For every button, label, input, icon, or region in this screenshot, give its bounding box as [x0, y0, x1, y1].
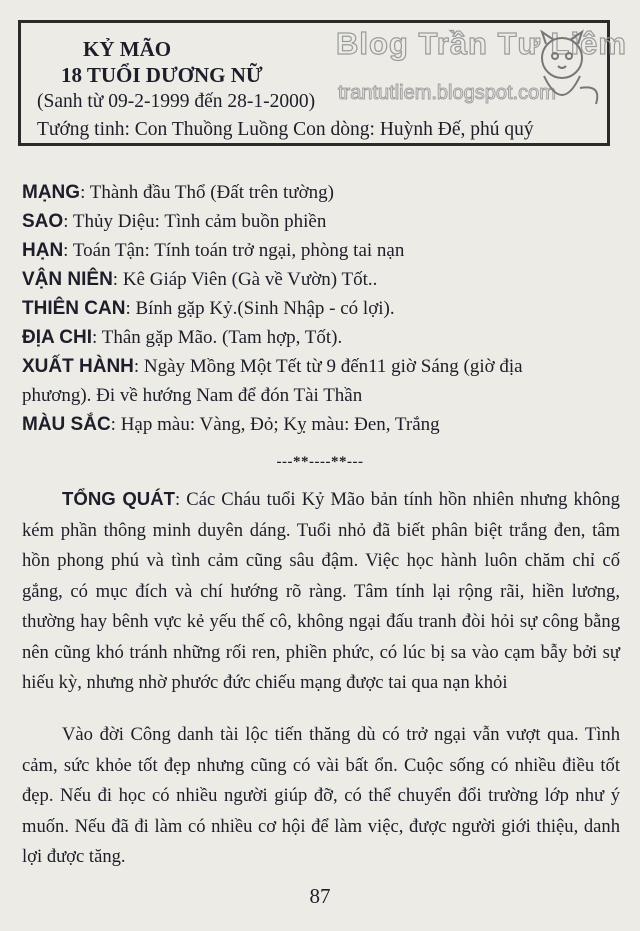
tong-quat-text: : Các Cháu tuổi Kỷ Mão bản tính hồn nhiên nhưng không kém phần thông minh duyên dáng. Tuổi nhỏ đã biết phân biệt trắng đen, tâm hồn phong phú và tình cảm cũng sâu đậm. Việc học hành luôn chăm chỉ cố gắng, có mục đích và chí hướng rõ ràng. Tâm tính lại rộng rãi, hiền lương, thường hay bênh vực kẻ yếu thế cô, không ngại đấu tranh đòi hỏi sự công bằng nên cũng khó tránh những rối ren, phiền phức, có lúc bị sa vào cạm bẫy bởi sự hiếu kỳ, nhưng nhờ phước đức chiếu mạng được tai qua nạn khỏi: [22, 489, 620, 693]
birth-date-range: (Sanh từ 09-2-1999 đến 28-1-2000): [37, 91, 316, 112]
watermark-url: trantutliem.blogspot.com: [338, 82, 556, 104]
page-number: 87: [309, 884, 331, 908]
tong-quat-paragraph: [22, 484, 620, 699]
cat-mascot-icon: [514, 28, 610, 114]
attribute-row-dia-chi: ĐỊA CHI: Thân gặp Mão. (Tam hợp, Tốt).: [22, 327, 343, 348]
career-paragraph: Vào đời Công danh tài lộc tiến thăng dù có trở ngại vẫn vượt qua. Tình cảm, sức khỏe tốt đẹp nhưng cũng có vài bất ổn. Cuộc sống có nhiều điều tốt đẹp. Nếu đi học có nhiều người giúp đỡ, có thể chuyển đổi trường lớp như ý muốn. Nếu đã đi làm có nhiều cơ hội để làm việc, được người giới thiệu, danh lợi được tăng.: [22, 724, 620, 867]
attribute-row-xuat-hanh: XUẤT HÀNH: Ngày Mồng Một Tết từ 9 đến11 giờ Sáng (giờ địa: [22, 356, 523, 377]
attribute-row-thien-can: THIÊN CAN: Bính gặp Kỷ.(Sinh Nhập - có lợi).: [22, 298, 395, 319]
attribute-row-xuat-hanh-cont: phương). Đi về hướng Nam để đón Tài Thần: [22, 385, 363, 406]
attribute-row-sao: SAO: Thủy Diệu: Tình cảm buồn phiền: [22, 211, 327, 232]
attribute-row-mau-sac: MÀU SẮC: Hạp màu: Vàng, Đỏ; Kỵ màu: Đen, Trắng: [22, 414, 440, 435]
attribute-list: [22, 178, 622, 439]
attribute-row-mang: MẠNG: Thành đầu Thổ (Đất trên tường): [22, 182, 334, 203]
attribute-row-han: HẠN: Toán Tận: Tính toán trở ngại, phòng tai nạn: [22, 240, 405, 261]
tong-quat-label: TỔNG QUÁT: [62, 488, 176, 509]
attribute-row-van-nien: VẬN NIÊN: Kê Giáp Viên (Gà về Vườn) Tốt..: [22, 269, 378, 290]
section-divider: ---**----**---: [276, 454, 364, 470]
tuong-tinh-line: Tướng tinh: Con Thuồng Luồng Con dòng: Huỳnh Đế, phú quý: [37, 119, 534, 140]
page-title: KỶ MÃO: [83, 37, 172, 61]
blog-watermark: [336, 26, 627, 112]
watermark-blog-name: Blog Trần Tư Liêm: [336, 26, 627, 61]
page-subtitle: 18 TUỔI DƯƠNG NỮ: [61, 63, 263, 87]
